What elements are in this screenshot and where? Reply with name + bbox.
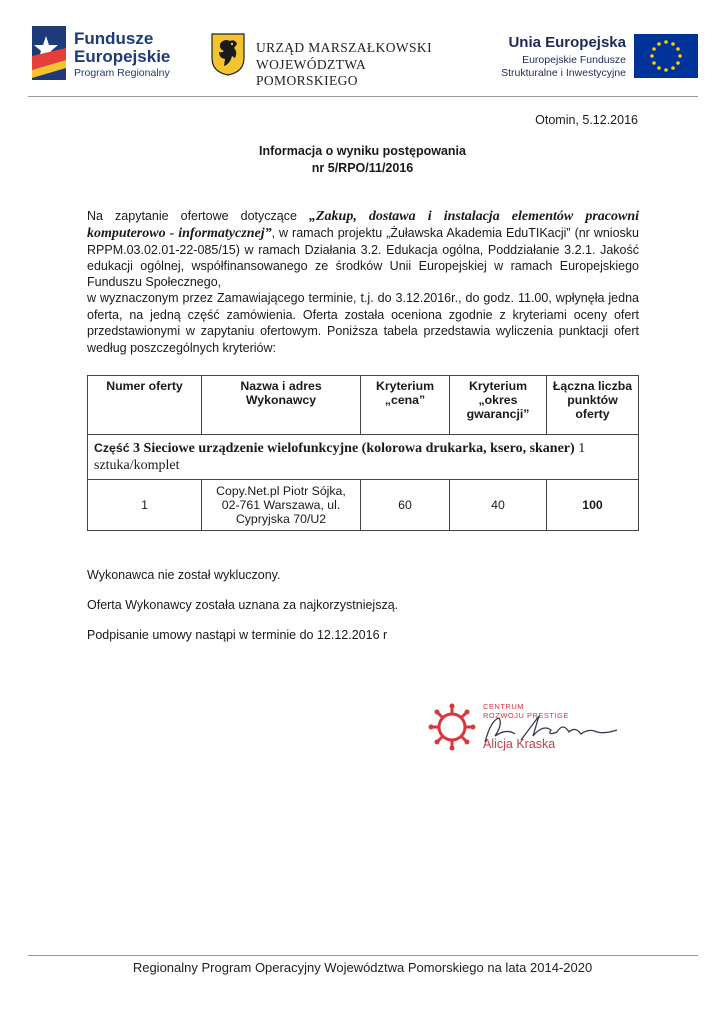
prestige-gear-logo-icon <box>427 702 477 752</box>
offer-number-cell: 1 <box>88 480 202 531</box>
header-offer-number: Numer oferty <box>88 376 202 435</box>
fundusze-europejskie-logo <box>32 24 182 82</box>
part-cell <box>88 435 639 480</box>
um-logo-line1: URZĄD MARSZAŁKOWSKI <box>256 40 432 55</box>
fe-logo-line3: Program Regionalny <box>74 67 170 79</box>
table-header-row <box>88 376 639 435</box>
ue-logo-line2: Europejskie Fundusze <box>522 54 626 66</box>
header-total-points: Łączna liczba punktów oferty <box>547 376 639 435</box>
header-warranty-criterion: Kryterium „okres gwarancji” <box>450 376 547 435</box>
scoring-table <box>87 375 639 531</box>
part-name: Sieciowe urządzenie wielofunkcyjne (kolorowa drukarka, ksero, skaner) <box>143 441 575 456</box>
header-divider <box>28 96 698 97</box>
ue-logo-line3: Strukturalne i Inwestycyjne <box>501 67 626 79</box>
fe-logo-line2: Europejskie <box>74 47 171 66</box>
statement-best-offer: Oferta Wykonawcy została uznana za najkorzystniejszą. <box>87 598 399 612</box>
table-row <box>88 480 639 531</box>
warranty-points-cell: 40 <box>450 480 547 531</box>
statement-not-excluded: Wykonawca nie został wykluczony. <box>87 568 281 582</box>
company-stamp <box>425 700 625 760</box>
stamp-line1: CENTRUM <box>483 702 524 711</box>
header-price-criterion: Kryterium „cena” <box>361 376 450 435</box>
document-date: Otomin, 5.12.2016 <box>535 113 638 127</box>
order-subject: „Zakup, dostawa i instalacja elementów pracowni komputerowo - informatycznej” <box>87 209 639 241</box>
price-points-cell: 60 <box>361 480 450 531</box>
document-title: Informacja o wyniku postępowania <box>259 144 466 158</box>
signatory-name: Alicja Kraska <box>483 737 556 751</box>
urzad-marszalkowski-logo <box>210 30 460 88</box>
statement-contract-date: Podpisanie umowy nastąpi w terminie do 12.12.2016 r <box>87 628 388 642</box>
total-points-cell: 100 <box>547 480 639 531</box>
unia-europejska-logo <box>488 32 698 82</box>
header-contractor: Nazwa i adres Wykonawcy <box>202 376 361 435</box>
contractor-cell: Copy.Net.pl Piotr Sójka, 02-761 Warszawa, ul. Cypryjska 70/U2 <box>202 480 361 531</box>
part-number: 3 <box>133 441 141 456</box>
stamp-line2: ROZWOJU PRESTIGE <box>483 711 569 720</box>
intro-lead: Na zapytanie ofertowe dotyczące <box>87 209 309 223</box>
griffin-crest-icon <box>210 32 246 76</box>
part-quantity: 1 sztuka/komplet <box>94 441 586 473</box>
part-label: Część <box>94 441 130 455</box>
fe-star-icon <box>32 26 66 80</box>
footer-program-name: Regionalny Program Operacyjny Województwa Pomorskiego na lata 2014-2020 <box>132 960 593 975</box>
fe-logo-line1: Fundusze <box>74 29 154 48</box>
eu-flag-icon <box>634 34 698 78</box>
intro-rest: , w ramach projektu „Żuławska Akademia EduTIKacji” (nr wniosku RPPM.03.02.01-22-085/15) w ramach Działania 3.2. Edukacja ogólna, Poddziałanie 3.2.1. Jakość edukacji ogólnej, współfinansowanego ze środków Unii Europejskiej w ramach Europejskiego Funduszu Społecznego, <box>87 226 639 289</box>
um-logo-line2: WOJEWÓDZTWA POMORSKIEGO <box>256 57 366 88</box>
ue-logo-line1: Unia Europejska <box>508 34 626 51</box>
document-number: nr 5/RPO/11/2016 <box>311 161 414 175</box>
intro-paragraph <box>87 208 639 290</box>
part-row <box>88 435 639 480</box>
result-paragraph: w wyznaczonym przez Zamawiającego terminie, t.j. do 3.12.2016r., do godz. 11.00, wpłynęła jedna oferta, na jedną część zamówienia. Oferta została oceniona zgodnie z kryteriami oceny ofert przedstawionymi w zapytaniu ofertowym. Poniższa tabela przedstawia wyliczenia punktacji ofert według poszczególnych kryteriów: <box>87 291 639 355</box>
footer-divider <box>28 955 698 956</box>
